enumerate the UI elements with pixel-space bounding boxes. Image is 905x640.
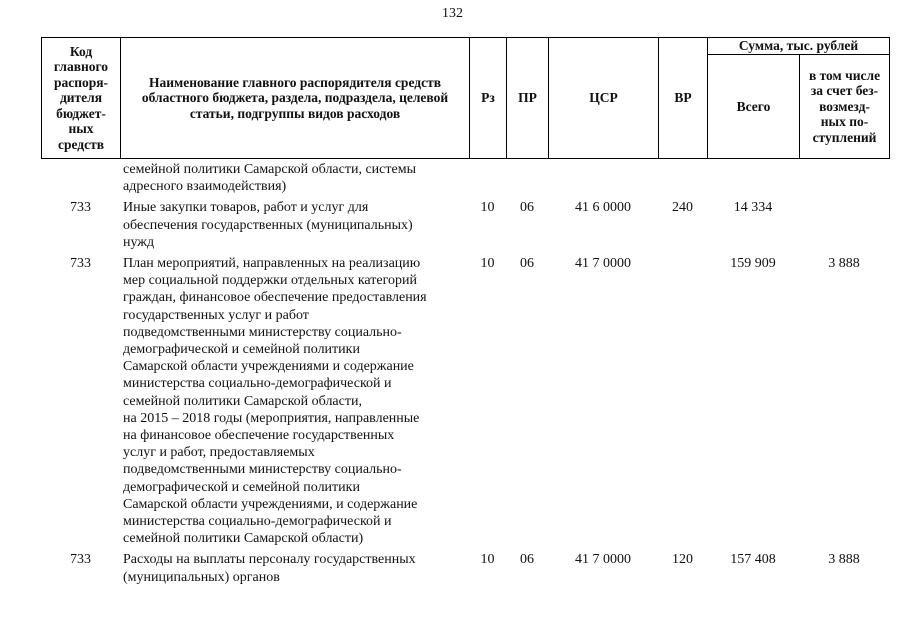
cell-total: 159 909 xyxy=(730,256,776,272)
table-header xyxy=(41,37,890,159)
header-vr: ВР xyxy=(659,38,708,159)
cell-free: 3 888 xyxy=(828,256,860,272)
cell-name: План мероприятий, направленных на реализацию мер социальной поддержки отдельных категорий граждан, финансовое обеспечение предоставления государственных услуг и работ подведомственными министерству социально- демографической и семейной политики Самарской области учреждениями и содержание министерства социально-демографической и семейной политики Самарской области, на 2015 – 2018 годы (мероприятия, направленные на финансовое обеспечение государственных услуг и работ, предоставляемых подведомственными министерству социально- демографической и семейной политики Самарской области учреждениями, и содержание министерства социально-демографической и семейной политики Самарской области) xyxy=(123,256,427,547)
header-sum-title: Сумма, тыс. рублей xyxy=(708,38,890,55)
header-name: Наименование главного распорядителя средств областного бюджета, раздела, подраздела, целевой статьи, подгруппы видов расходов xyxy=(121,38,470,159)
cell-free: 3 888 xyxy=(828,552,860,568)
continuation-text: семейной политики Самарской области, системы адресного взаимодействия) xyxy=(123,162,416,195)
cell-csr: 41 7 0000 xyxy=(575,552,631,568)
cell-name: Расходы на выплаты персоналу государственных (муниципальных) органов xyxy=(123,552,416,585)
cell-total: 157 408 xyxy=(730,552,776,568)
header-csr: ЦСР xyxy=(549,38,659,159)
table-row xyxy=(41,551,889,585)
cell-pr: 06 xyxy=(520,552,534,568)
table-body xyxy=(41,161,889,586)
cell-rz: 10 xyxy=(480,552,495,568)
cell-pr: 06 xyxy=(520,256,534,272)
cell-pr: 06 xyxy=(520,200,534,216)
cell-code: 733 xyxy=(70,200,91,216)
table-row xyxy=(41,255,889,547)
table-row xyxy=(41,199,889,251)
cell-vr: 240 xyxy=(672,200,693,216)
page-number: 132 xyxy=(442,6,463,21)
cell-rz: 10 xyxy=(480,200,495,216)
header-total: Всего xyxy=(708,55,800,159)
header-rz: Рз xyxy=(470,38,507,159)
cell-csr: 41 6 0000 xyxy=(575,200,631,216)
cell-name: Иные закупки товаров, работ и услуг для обеспечения государственных (муниципальных) нужд xyxy=(123,200,413,250)
header-code: Код главного распоря- дителя бюджет- ных средств xyxy=(42,38,121,159)
header-pr: ПР xyxy=(507,38,549,159)
cell-code: 733 xyxy=(70,552,91,568)
header-free: в том числе за счет без- возмезд- ных по- ступлений xyxy=(800,55,890,159)
cell-csr: 41 7 0000 xyxy=(575,256,631,272)
cell-vr: 120 xyxy=(672,552,693,568)
cell-total: 14 334 xyxy=(733,200,773,216)
cell-vr xyxy=(658,255,707,547)
cell-free xyxy=(799,199,889,251)
cell-rz: 10 xyxy=(480,256,495,272)
continuation-row xyxy=(41,161,889,195)
cell-code: 733 xyxy=(70,256,91,272)
